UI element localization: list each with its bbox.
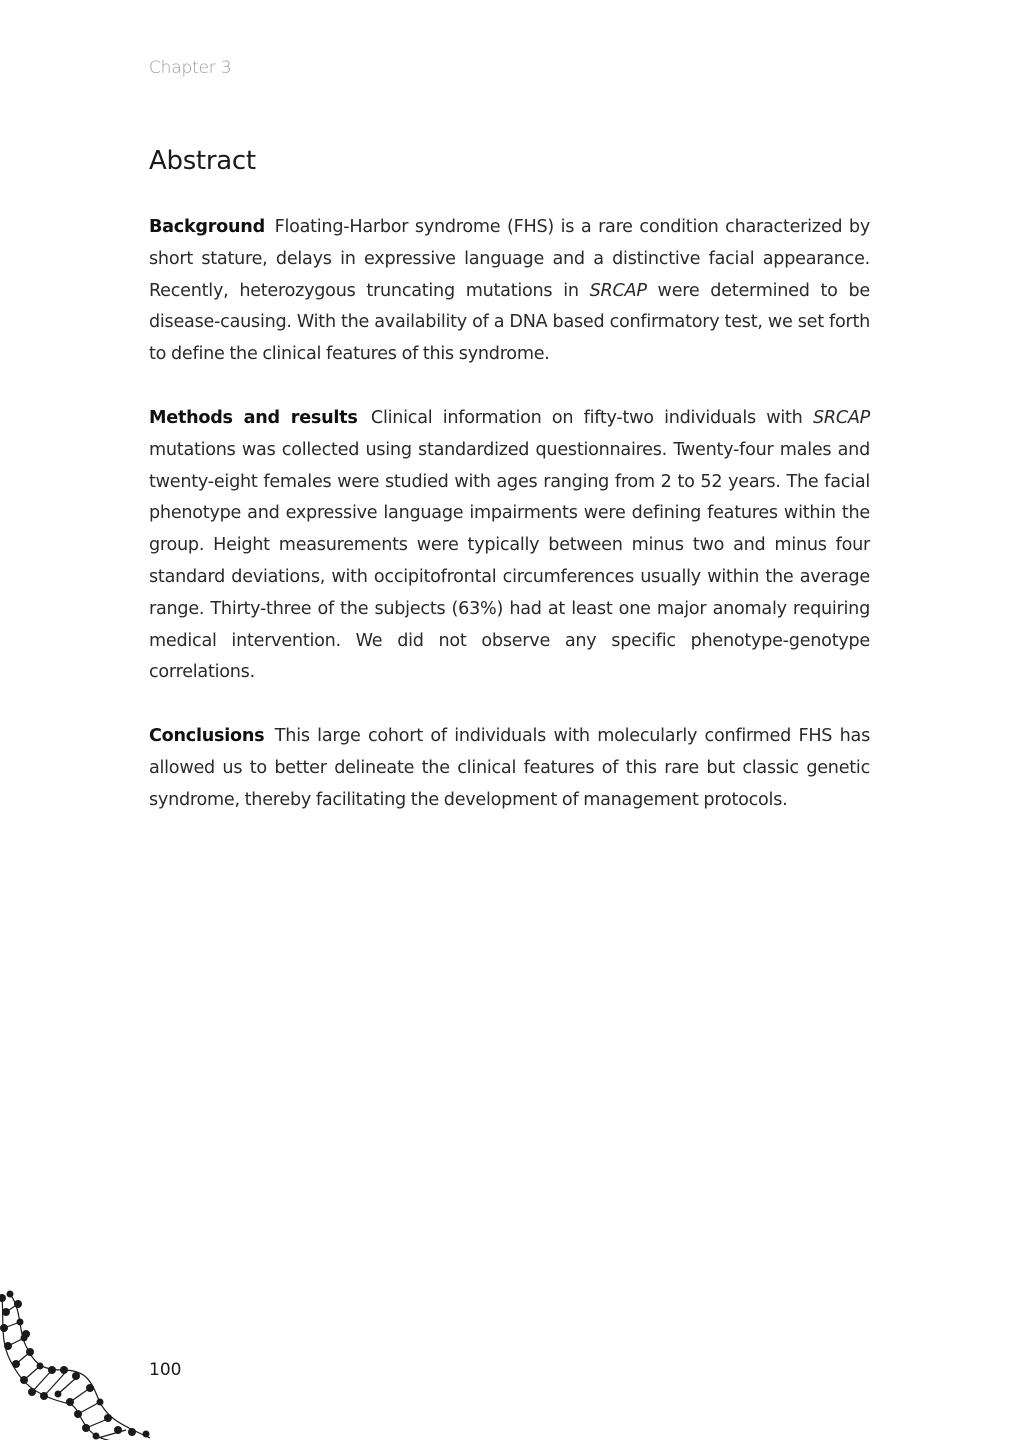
abstract-conclusions (149, 721, 870, 816)
running-header: Chapter 3 (149, 58, 232, 78)
gene-symbol: SRCAP (589, 280, 647, 301)
conclusions-heading: Conclusions (149, 726, 265, 747)
conclusions-text: This large cohort of individuals with molecularly confirmed FHS has allowed us to better delineate the clinical features of this rare but classic genetic syndrome, thereby facilitating the development of management protocols. (149, 726, 871, 810)
methods-results-text: Clinical information on fifty-two individuals with SRCAP mutations was collected using standardized questionnaires. Twenty-four males and twenty-eight females were studied with ages ranging from 2 to 52 years. The facial phenotype and expressive language impairments were defining features within the group. Height measurements were typically between minus two and minus four standard deviations, with occipitofrontal circumferences usually within the average range. Thirty-three of the subjects (63%) had at least one major anomaly requiring medical intervention. We did not observe any specific phenotype-genotype correlations. (149, 407, 871, 683)
background-heading: Background (149, 217, 265, 237)
abstract-methods-results (149, 403, 870, 689)
dna-helix-icon (0, 1290, 170, 1440)
gene-symbol: SRCAP (812, 407, 871, 428)
section-title: Abstract (149, 146, 256, 176)
abstract-background (149, 212, 870, 371)
methods-results-heading: Methods and results (149, 407, 358, 428)
abstract-body (149, 212, 870, 849)
background-text: Floating-Harbor syndrome (FHS) is a rare condition characterized by short stature, delays in expressive language and a distinctive facial appearance. Recently, heterozygous truncating mutations in SRCAP were determined to be disease-causing. With the availability of a DNA based confirmatory test, we set forth to define the clinical features of this syndrome. (149, 217, 871, 365)
page-number: 100 (149, 1360, 182, 1380)
